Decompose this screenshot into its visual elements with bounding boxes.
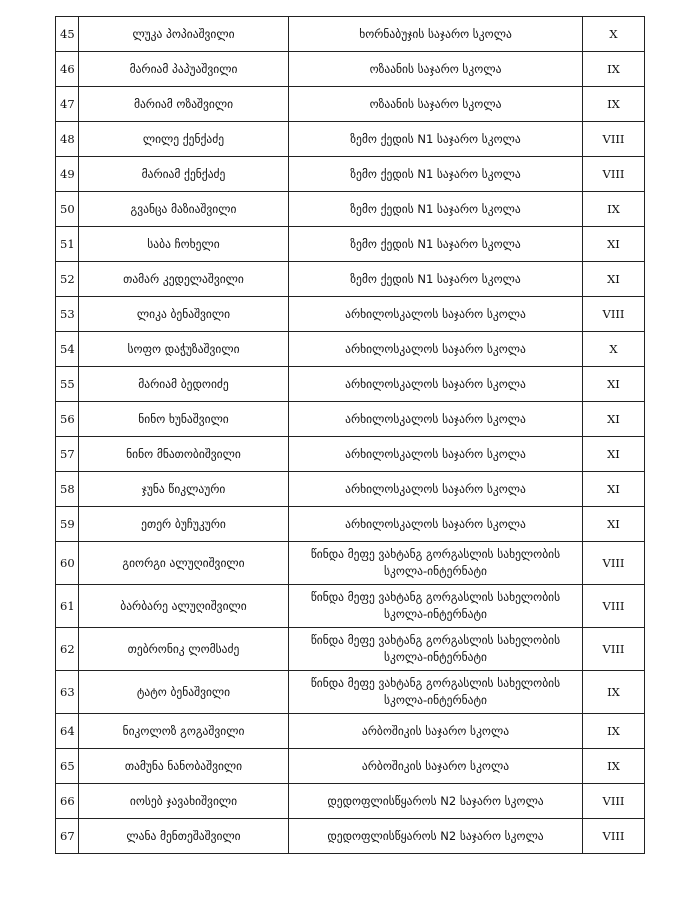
row-number-cell: 52 <box>56 262 79 297</box>
students-table-body <box>56 17 645 854</box>
student-name-cell: მარიამ ოზაშვილი <box>79 87 289 122</box>
student-name-cell: ნიკოლოზ გოგაშვილი <box>79 714 289 749</box>
grade-cell: IX <box>583 87 645 122</box>
school-name-cell: არხილოსკალოს საჯარო სკოლა <box>289 472 583 507</box>
row-number-cell: 47 <box>56 87 79 122</box>
student-name-cell: იოსებ ჯავახიშვილი <box>79 784 289 819</box>
row-number-cell: 55 <box>56 367 79 402</box>
grade-cell: IX <box>583 749 645 784</box>
school-name-cell: არბოშიკის საჯარო სკოლა <box>289 749 583 784</box>
table-row <box>56 52 645 87</box>
row-number-cell: 65 <box>56 749 79 784</box>
table-row <box>56 507 645 542</box>
grade-cell: VIII <box>583 157 645 192</box>
grade-cell: XI <box>583 227 645 262</box>
student-name-cell: მარიამ პაპუაშვილი <box>79 52 289 87</box>
school-name-cell: დედოფლისწყაროს N2 საჯარო სკოლა <box>289 819 583 854</box>
student-name-cell: გვანცა მაზიაშვილი <box>79 192 289 227</box>
row-number-cell: 61 <box>56 585 79 628</box>
table-row <box>56 819 645 854</box>
student-name-cell: ლილე ქენქაძე <box>79 122 289 157</box>
table-row <box>56 122 645 157</box>
row-number-cell: 49 <box>56 157 79 192</box>
grade-cell: XI <box>583 402 645 437</box>
student-name-cell: ნინო მნათობიშვილი <box>79 437 289 472</box>
student-name-cell: ბარბარე ალუღიშვილი <box>79 585 289 628</box>
grade-cell: XI <box>583 262 645 297</box>
table-row <box>56 437 645 472</box>
student-name-cell: მარიამ ბედოიძე <box>79 367 289 402</box>
row-number-cell: 66 <box>56 784 79 819</box>
table-row <box>56 784 645 819</box>
school-name-cell: ზემო ქედის N1 საჯარო სკოლა <box>289 227 583 262</box>
school-name-cell: ოზაანის საჯარო სკოლა <box>289 52 583 87</box>
row-number-cell: 51 <box>56 227 79 262</box>
school-name-cell: არბოშიკის საჯარო სკოლა <box>289 714 583 749</box>
table-row <box>56 17 645 52</box>
student-name-cell: სოფო დაჭუზაშვილი <box>79 332 289 367</box>
grade-cell: XI <box>583 437 645 472</box>
row-number-cell: 53 <box>56 297 79 332</box>
table-row <box>56 192 645 227</box>
school-name-cell: წინდა მეფე ვახტანგ გორგასლის სახელობის სკოლა-ინტერნატი <box>289 542 583 585</box>
table-row <box>56 262 645 297</box>
student-name-cell: თებრონიკ ლომსაძე <box>79 628 289 671</box>
table-row <box>56 297 645 332</box>
student-name-cell: ლანა მენთეშაშვილი <box>79 819 289 854</box>
row-number-cell: 57 <box>56 437 79 472</box>
table-row <box>56 87 645 122</box>
grade-cell: VIII <box>583 819 645 854</box>
school-name-cell: წინდა მეფე ვახტანგ გორგასლის სახელობის სკოლა-ინტერნატი <box>289 585 583 628</box>
school-name-cell: წინდა მეფე ვახტანგ გორგასლის სახელობის სკოლა-ინტერნატი <box>289 671 583 714</box>
student-name-cell: ეთერ ბუჩუკური <box>79 507 289 542</box>
school-name-cell: ზემო ქედის N1 საჯარო სკოლა <box>289 262 583 297</box>
student-name-cell: ლიკა ბენაშვილი <box>79 297 289 332</box>
row-number-cell: 54 <box>56 332 79 367</box>
grade-cell: VIII <box>583 122 645 157</box>
students-table <box>55 16 645 854</box>
grade-cell: XI <box>583 367 645 402</box>
row-number-cell: 50 <box>56 192 79 227</box>
school-name-cell: ზემო ქედის N1 საჯარო სკოლა <box>289 122 583 157</box>
row-number-cell: 62 <box>56 628 79 671</box>
student-name-cell: საბა ჩოხელი <box>79 227 289 262</box>
student-name-cell: ლუკა პოპიაშვილი <box>79 17 289 52</box>
table-row <box>56 749 645 784</box>
student-name-cell: ტატო ბენაშვილი <box>79 671 289 714</box>
school-name-cell: არხილოსკალოს საჯარო სკოლა <box>289 437 583 472</box>
grade-cell: XI <box>583 507 645 542</box>
table-row <box>56 472 645 507</box>
grade-cell: IX <box>583 192 645 227</box>
grade-cell: X <box>583 332 645 367</box>
school-name-cell: ზემო ქედის N1 საჯარო სკოლა <box>289 192 583 227</box>
table-row <box>56 542 645 585</box>
table-row <box>56 671 645 714</box>
row-number-cell: 48 <box>56 122 79 157</box>
student-name-cell: თამუნა ნანობაშვილი <box>79 749 289 784</box>
grade-cell: VIII <box>583 784 645 819</box>
student-name-cell: ჯუნა წიკლაური <box>79 472 289 507</box>
row-number-cell: 59 <box>56 507 79 542</box>
row-number-cell: 67 <box>56 819 79 854</box>
table-row <box>56 157 645 192</box>
school-name-cell: არხილოსკალოს საჯარო სკოლა <box>289 507 583 542</box>
grade-cell: IX <box>583 714 645 749</box>
student-name-cell: თამარ კედელაშვილი <box>79 262 289 297</box>
row-number-cell: 46 <box>56 52 79 87</box>
school-name-cell: არხილოსკალოს საჯარო სკოლა <box>289 367 583 402</box>
grade-cell: VIII <box>583 628 645 671</box>
school-name-cell: ზემო ქედის N1 საჯარო სკოლა <box>289 157 583 192</box>
grade-cell: XI <box>583 472 645 507</box>
grade-cell: X <box>583 17 645 52</box>
school-name-cell: არხილოსკალოს საჯარო სკოლა <box>289 332 583 367</box>
table-row <box>56 332 645 367</box>
grade-cell: VIII <box>583 297 645 332</box>
school-name-cell: არხილოსკალოს საჯარო სკოლა <box>289 402 583 437</box>
school-name-cell: ხორნაბუჯის საჯარო სკოლა <box>289 17 583 52</box>
table-row <box>56 585 645 628</box>
table-row <box>56 628 645 671</box>
school-name-cell: არხილოსკალოს საჯარო სკოლა <box>289 297 583 332</box>
row-number-cell: 56 <box>56 402 79 437</box>
table-row <box>56 367 645 402</box>
school-name-cell: ოზაანის საჯარო სკოლა <box>289 87 583 122</box>
grade-cell: IX <box>583 52 645 87</box>
row-number-cell: 64 <box>56 714 79 749</box>
grade-cell: VIII <box>583 585 645 628</box>
student-name-cell: მარიამ ქენქაძე <box>79 157 289 192</box>
table-row <box>56 227 645 262</box>
row-number-cell: 63 <box>56 671 79 714</box>
table-row <box>56 402 645 437</box>
row-number-cell: 60 <box>56 542 79 585</box>
school-name-cell: წინდა მეფე ვახტანგ გორგასლის სახელობის სკოლა-ინტერნატი <box>289 628 583 671</box>
table-row <box>56 714 645 749</box>
school-name-cell: დედოფლისწყაროს N2 საჯარო სკოლა <box>289 784 583 819</box>
student-name-cell: ნინო ხუნაშვილი <box>79 402 289 437</box>
grade-cell: IX <box>583 671 645 714</box>
grade-cell: VIII <box>583 542 645 585</box>
row-number-cell: 45 <box>56 17 79 52</box>
student-name-cell: გიორგი ალუღიშვილი <box>79 542 289 585</box>
row-number-cell: 58 <box>56 472 79 507</box>
